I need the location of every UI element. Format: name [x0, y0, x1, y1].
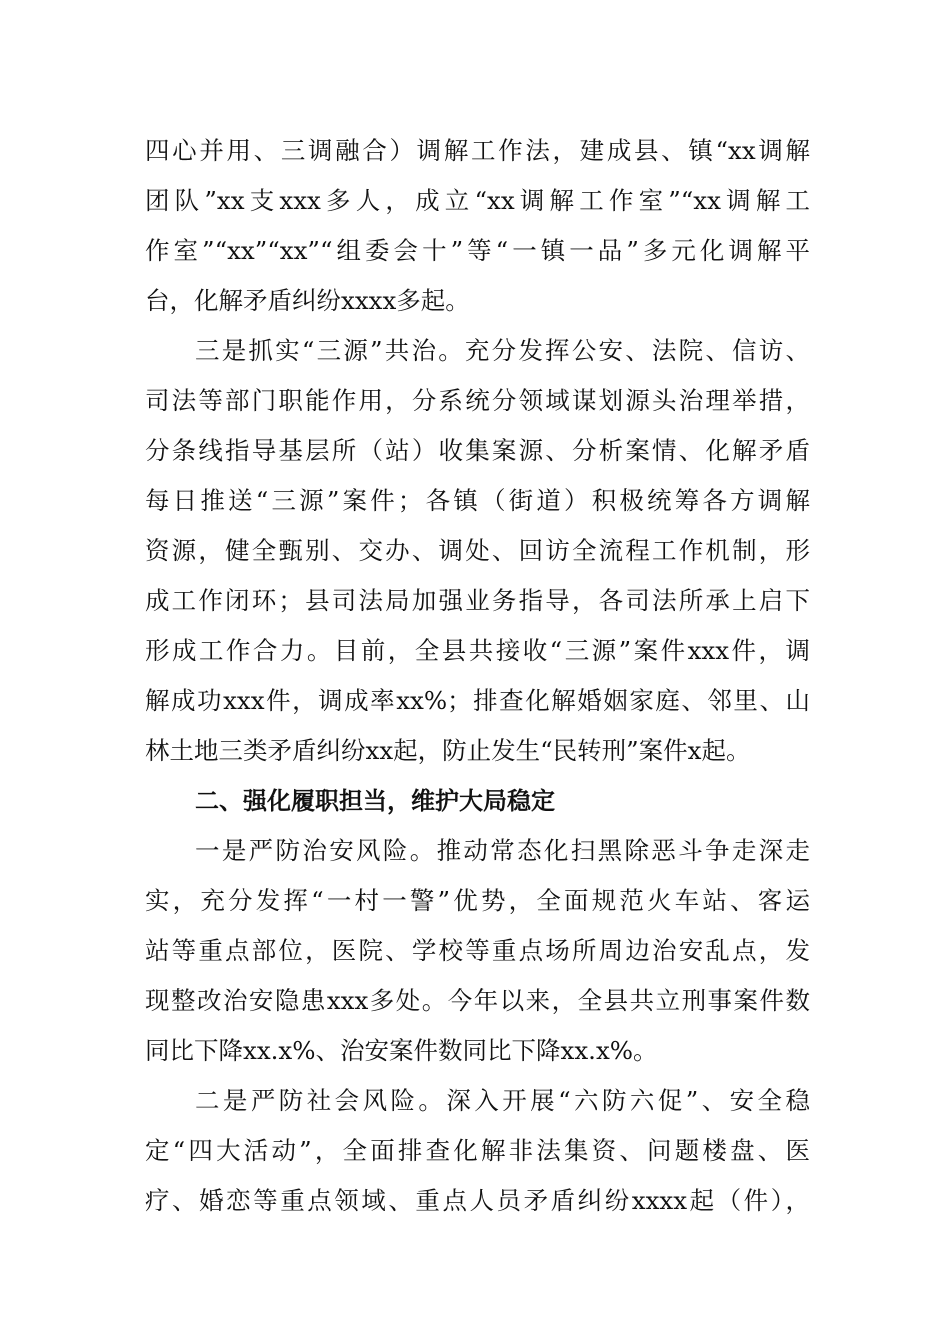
paragraph-line: 司法等部门职能作用，分系统分领域谋划源头治理举措，	[145, 386, 810, 415]
paragraph-line: 四心并用、三调融合）调解工作法，建成县、镇“xx调解	[145, 136, 810, 165]
paragraph-line: 每日推送“三源”案件；各镇（街道）积极统筹各方调解	[145, 486, 810, 515]
paragraph-line: 同比下降xx.x%、治安案件数同比下降xx.x%。	[145, 1036, 658, 1065]
paragraph-line: 一是严防治安风险。推动常态化扫黑除恶斗争走深走	[195, 836, 810, 865]
paragraph-line: 成工作闭环；县司法局加强业务指导，各司法所承上启下	[145, 586, 810, 615]
paragraph-line: 形成工作合力。目前，全县共接收“三源”案件xxx件，调	[145, 636, 810, 665]
paragraph-line: 分条线指导基层所（站）收集案源、分析案情、化解矛盾	[145, 436, 810, 465]
paragraph-line: 资源，健全甄别、交办、调处、回访全流程工作机制，形	[145, 536, 810, 565]
paragraph-line: 二是严防社会风险。深入开展“六防六促”、安全稳	[195, 1086, 810, 1115]
paragraph-line: 实，充分发挥“一村一警”优势，全面规范火车站、客运	[145, 886, 810, 915]
paragraph-line: 疗、婚恋等重点领域、重点人员矛盾纠纷xxxx起（件），	[145, 1186, 810, 1215]
paragraph-line: 解成功xxx件，调成率xx%；排查化解婚姻家庭、邻里、山	[145, 686, 810, 715]
paragraph-line: 团队”xx支xxx多人，成立“xx调解工作室”“xx调解工	[145, 186, 810, 215]
paragraph-line: 定“四大活动”，全面排查化解非法集资、问题楼盘、医	[145, 1136, 810, 1165]
paragraph-line: 三是抓实“三源”共治。充分发挥公安、法院、信访、	[195, 336, 810, 365]
paragraph-line: 台，化解矛盾纠纷xxxx多起。	[145, 286, 470, 315]
paragraph-line: 林土地三类矛盾纠纷xx起，防止发生“民转刑”案件x起。	[145, 736, 751, 765]
paragraph-line: 现整改治安隐患xxx多处。今年以来，全县共立刑事案件数	[145, 986, 810, 1015]
paragraph-line: 作室”“xx”“xx”“组委会十”等“一镇一品”多元化调解平	[145, 236, 810, 265]
section-heading: 二、强化履职担当，维护大局稳定	[195, 787, 555, 815]
paragraph-line: 站等重点部位，医院、学校等重点场所周边治安乱点，发	[145, 936, 810, 965]
